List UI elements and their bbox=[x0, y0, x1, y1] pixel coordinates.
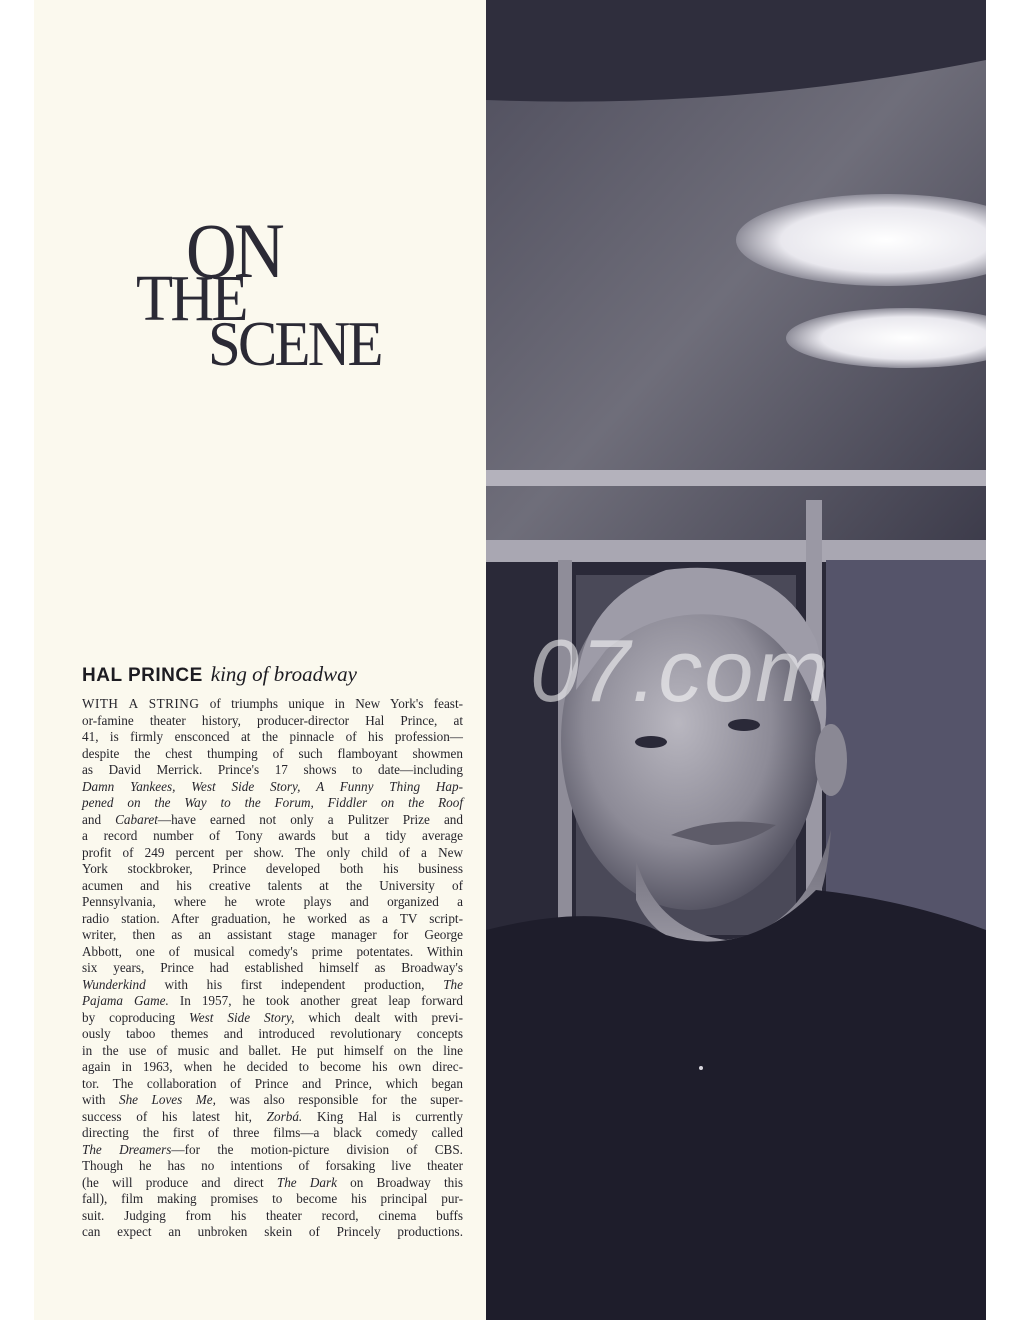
article-line bbox=[82, 927, 463, 944]
article-text-segment: Damn Yankees, West Side Story, A Funny Thing Hap- bbox=[82, 778, 463, 794]
headline-name: HAL PRINCE bbox=[82, 665, 203, 686]
article-text-segment: of triumphs unique in New York's feast- bbox=[199, 696, 463, 711]
article-line bbox=[82, 977, 463, 994]
article-line bbox=[82, 795, 463, 812]
article-text-segment: which dealt with previ- bbox=[294, 1009, 463, 1025]
headline-tagline: king of broadway bbox=[210, 662, 357, 686]
article-text-segment: Wunderkind bbox=[82, 976, 146, 992]
article-text-segment: 41, is firmly ensconced at the pinnacle of his profession— bbox=[82, 729, 463, 744]
article-text-segment: can expect an unbroken skein of Princely productions. bbox=[82, 1224, 463, 1239]
article-line bbox=[82, 1059, 463, 1076]
article-line bbox=[82, 1109, 463, 1126]
article-line bbox=[82, 762, 463, 779]
article-text-segment: despite the chest thumping of such flamboyant showmen bbox=[82, 745, 463, 761]
article-text-segment: or-famine theater history, producer-director Hal Prince, at bbox=[82, 712, 463, 728]
article-line bbox=[82, 713, 463, 730]
article-text-segment: The Dreamers bbox=[82, 1141, 172, 1157]
article-text-segment: writer, then as an assistant stage manager for George bbox=[82, 927, 463, 942]
article-text-segment: In 1957, he took another great leap forward bbox=[168, 993, 463, 1008]
article-line bbox=[82, 1043, 463, 1060]
article-text-segment: six years, Prince had established himself as Broadway's bbox=[82, 960, 463, 975]
article-line bbox=[82, 1175, 463, 1192]
article-line bbox=[82, 828, 463, 845]
article-text-segment: with bbox=[82, 1092, 119, 1107]
article-text-segment: radio station. After graduation, he worked as a TV script- bbox=[82, 910, 463, 926]
article-text-segment: profit of 249 percent per show. The only child of a New bbox=[82, 844, 463, 860]
article-line bbox=[82, 960, 463, 977]
article-text-segment: suit. Judging from his theater record, cinema buffs bbox=[82, 1207, 463, 1223]
article-line bbox=[82, 894, 463, 911]
article-text-segment: Though he has no intentions of forsaking live theater bbox=[82, 1158, 463, 1173]
article-line bbox=[82, 1125, 463, 1142]
article-headline bbox=[82, 662, 357, 687]
article-text-segment: West Side Story, bbox=[189, 1009, 295, 1025]
article-line bbox=[82, 1158, 463, 1175]
article-text-segment: was also responsible for the super- bbox=[215, 1092, 463, 1107]
article-line bbox=[82, 812, 463, 829]
article-text-segment: York stockbroker, Prince developed both his business bbox=[82, 861, 463, 876]
watermark-text: 07.com bbox=[530, 621, 831, 720]
article-body bbox=[82, 696, 463, 1241]
title-line-on: ON bbox=[186, 207, 283, 294]
article-text-segment: on Broadway this bbox=[336, 1174, 463, 1190]
article-text-segment: ously taboo themes and introduced revolutionary concepts bbox=[82, 1026, 463, 1041]
article-text-segment: pened on the Way to the Forum, Fiddler on the Roof bbox=[82, 795, 463, 810]
article-line bbox=[82, 861, 463, 878]
article-text-segment: —for the motion-picture division of CBS. bbox=[171, 1141, 463, 1157]
article-text-segment: The Dark bbox=[276, 1174, 337, 1190]
article-text-segment: acumen and his creative talents at the University of bbox=[82, 877, 463, 893]
article-line bbox=[82, 845, 463, 862]
article-text-segment: Pennsylvania, where he wrote plays and organized a bbox=[82, 894, 463, 909]
article-text-segment: King Hal is currently bbox=[302, 1108, 463, 1124]
article-text-segment: tor. The collaboration of Prince and Prince, which began bbox=[82, 1075, 463, 1091]
article-line bbox=[82, 1142, 463, 1159]
article-text-segment: Cabaret bbox=[115, 811, 158, 827]
article-text-segment: success of his latest hit, bbox=[82, 1108, 267, 1124]
article-line bbox=[82, 1026, 463, 1043]
article-line bbox=[82, 878, 463, 895]
article-text-segment: The bbox=[443, 976, 463, 992]
article-text-segment: with his first independent production, bbox=[145, 976, 444, 992]
article-text-segment: and bbox=[82, 811, 116, 827]
article-line bbox=[82, 696, 463, 713]
article-text-segment: again in 1963, when he decided to become his own direc- bbox=[82, 1059, 463, 1074]
article-text-segment: Zorbá. bbox=[266, 1108, 303, 1124]
article-line bbox=[82, 993, 463, 1010]
article-line bbox=[82, 729, 463, 746]
article-text-segment: Abbott, one of musical comedy's prime potentates. Within bbox=[82, 943, 463, 959]
article-line bbox=[82, 911, 463, 928]
article-line bbox=[82, 1191, 463, 1208]
article-text-segment: Pajama Game. bbox=[82, 993, 169, 1008]
article-text-segment: as David Merrick. Prince's 17 shows to date—including bbox=[82, 762, 463, 777]
article-line bbox=[82, 746, 463, 763]
article-line bbox=[82, 944, 463, 961]
article-text-segment: a record number of Tony awards but a tidy average bbox=[82, 828, 463, 843]
article-line bbox=[82, 1224, 463, 1241]
article-text-segment: She Loves Me, bbox=[118, 1092, 216, 1107]
title-line-scene: SCENE bbox=[208, 308, 381, 379]
article-line bbox=[82, 1208, 463, 1225]
article-text-segment: fall), film making promises to become his principal pur- bbox=[82, 1191, 463, 1206]
article-text-segment: in the use of music and ballet. He put himself on the line bbox=[82, 1042, 463, 1058]
article-text-segment: by coproducing bbox=[82, 1009, 189, 1025]
article-text-segment: (he will produce and direct bbox=[82, 1174, 277, 1190]
title-line-the: THE bbox=[136, 262, 246, 335]
article-line bbox=[82, 1010, 463, 1027]
article-text-segment: directing the first of three films—a black comedy called bbox=[82, 1125, 463, 1140]
article-line bbox=[82, 1076, 463, 1093]
article-line bbox=[82, 1092, 463, 1109]
article-text-segment: —have earned not only a Pulitzer Prize and bbox=[157, 811, 463, 827]
article-line bbox=[82, 779, 463, 796]
article-text-segment: WITH A STRING bbox=[82, 696, 200, 711]
